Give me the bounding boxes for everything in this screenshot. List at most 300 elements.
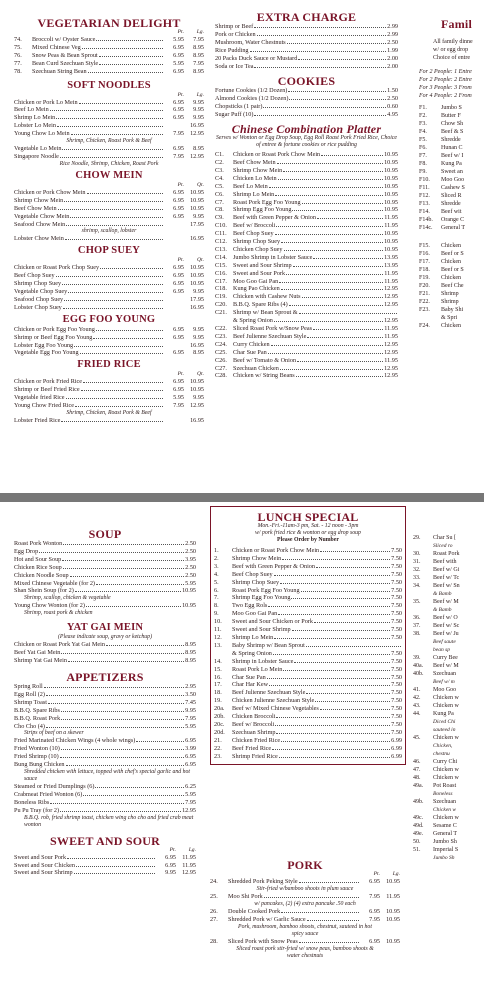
menu-item-row xyxy=(14,334,204,342)
item-name: Sweet and Sour Pork xyxy=(14,853,67,861)
item-price: 9.95 xyxy=(185,706,196,714)
menu-item-row xyxy=(14,649,196,657)
menu-item-row xyxy=(14,378,204,386)
menu-item-row xyxy=(14,130,204,138)
item-name: Lobster Fried Rice xyxy=(14,417,61,424)
right-item xyxy=(413,582,484,590)
dot-leader xyxy=(96,584,184,585)
item-name: Fried Marinated Chicken Wings (4 whole wings) xyxy=(14,737,136,745)
pt-label: Pt. xyxy=(177,91,184,98)
menu-item-row xyxy=(14,213,204,221)
menu-item-row xyxy=(215,341,398,349)
menu-item-row xyxy=(14,349,204,357)
page-divider xyxy=(0,493,484,502)
sweet-sour-list xyxy=(14,854,196,878)
item-price-small: 6.95 xyxy=(165,861,176,869)
item-price-large: 9.95 xyxy=(193,394,204,402)
dot-leader xyxy=(272,749,390,750)
item-name: Beef Chow Mein xyxy=(233,158,276,166)
menu-item-row xyxy=(14,60,204,68)
menu-item-row xyxy=(215,23,398,31)
item-number: 9. xyxy=(214,610,219,618)
item-price: 7.50 xyxy=(391,649,402,657)
item-note: Sliced roast pork stir-fried w/ snow peas, bamboo shoots & water chestnuts xyxy=(236,945,374,959)
dot-leader xyxy=(100,268,163,269)
item-number: F6. xyxy=(419,145,427,151)
family-list xyxy=(419,104,484,232)
dot-leader xyxy=(76,866,155,867)
item-name: Two Egg Rols xyxy=(232,602,268,610)
item-name: Shrimp Chop Suey xyxy=(14,280,62,288)
item-price: 6.99 xyxy=(391,736,402,744)
item-number: 49e. xyxy=(413,831,424,837)
item-price: 7.50 xyxy=(391,681,402,689)
soft-noodles-list xyxy=(14,99,204,139)
item-price: 8.95 xyxy=(185,641,196,649)
item-price: 6.25 xyxy=(185,783,196,791)
menu-item-row xyxy=(14,280,204,288)
dot-leader xyxy=(62,560,184,561)
menu-item-row xyxy=(215,111,398,119)
item-number: 74. xyxy=(14,36,22,43)
right-column xyxy=(413,534,484,862)
dot-leader xyxy=(313,258,383,259)
lg-label: Lg. xyxy=(196,29,204,35)
item-price: 7.50 xyxy=(391,697,402,705)
item-name: Beef w/ Sc xyxy=(433,623,460,629)
item-name: Beef w/ Ju xyxy=(433,631,459,637)
menu-item-row xyxy=(215,254,398,262)
item-number: F5. xyxy=(419,137,427,143)
dot-leader xyxy=(46,695,184,696)
item-name: Sweet and Sour Chicken or Pork xyxy=(232,618,313,626)
item-price: 10.95 xyxy=(384,198,398,206)
menu-item-row xyxy=(14,783,196,791)
family-item xyxy=(419,136,484,144)
family-item xyxy=(419,314,484,322)
item-number: F9. xyxy=(419,169,427,175)
right-item xyxy=(413,758,484,766)
section-title: CHOP SUEY xyxy=(77,245,141,257)
section-title: APPETIZERS xyxy=(66,669,144,684)
menu-item-row xyxy=(215,230,398,238)
pt-label: Pt. xyxy=(177,257,184,264)
menu-item-row xyxy=(214,697,402,705)
price-header xyxy=(14,29,204,36)
right-item xyxy=(413,614,484,622)
section-title: EXTRA CHARGE xyxy=(256,10,357,24)
item-name: Chicken w xyxy=(433,695,459,701)
extra-charge-list xyxy=(215,23,398,70)
family-price-line: For 2 People: 1 Entre xyxy=(419,69,472,75)
item-price-small: 7.95 xyxy=(173,130,184,138)
item-number: C22. xyxy=(215,325,227,332)
item-name: Chicken Chop Suey xyxy=(233,245,283,253)
item-name: B.B.Q. Spare Ribs (4) xyxy=(233,301,288,309)
dot-leader xyxy=(292,630,391,631)
item-name: Chicken or Roast Pork Yat Gai Mein xyxy=(14,641,105,649)
item-price-small: 6.95 xyxy=(173,106,184,114)
menu-item-row xyxy=(215,199,398,207)
menu-item-row xyxy=(14,854,196,862)
menu-item-row xyxy=(214,689,402,697)
menu-item-row xyxy=(14,386,204,394)
item-price-large: 17.95 xyxy=(190,220,204,228)
item-name: Shredde xyxy=(441,201,461,207)
item-name: Chicken w/ String Beans xyxy=(233,372,295,380)
menu-item-row xyxy=(210,893,400,901)
right-item xyxy=(413,654,484,662)
item-price-small: 9.95 xyxy=(165,869,176,877)
item-number: C11. xyxy=(215,230,227,238)
right-item xyxy=(413,598,484,606)
item-name: Roast Pork Egg Foo Young xyxy=(233,198,301,206)
section-title: EGG FOO YOUNG xyxy=(62,313,156,325)
item-price-small: 5.95 xyxy=(173,59,184,67)
item-price: 11.95 xyxy=(384,277,398,285)
price-header xyxy=(210,871,400,878)
menu-item-row xyxy=(14,737,196,745)
right-item xyxy=(413,822,484,830)
item-price: 7.50 xyxy=(391,554,402,562)
menu-item-row xyxy=(214,571,402,579)
item-name: Rice Pudding xyxy=(215,46,249,54)
dot-leader xyxy=(302,297,384,298)
item-name: Roast Pork Wonton xyxy=(14,540,63,547)
item-price-large: 7.95 xyxy=(193,36,204,43)
menu-item-row xyxy=(210,878,400,886)
item-name: Beef w/ Tomato & Onion xyxy=(233,356,297,364)
dot-leader xyxy=(284,250,384,251)
item-name: Sugar Puff (10) xyxy=(215,111,254,119)
menu-item-row xyxy=(14,540,196,548)
item-note: Shrimp, Chicken, Roast Pork & Beef xyxy=(66,410,152,416)
item-name: sauteed in xyxy=(433,727,456,733)
family-item xyxy=(419,306,484,314)
menu-item-row xyxy=(14,745,196,753)
right-item xyxy=(413,566,484,574)
dot-leader xyxy=(294,662,390,663)
item-name: Chicken w xyxy=(433,807,457,813)
item-name: Szechuan xyxy=(433,671,456,677)
dot-leader xyxy=(57,126,163,127)
dot-leader xyxy=(274,575,391,576)
item-price-large: 12.95 xyxy=(190,152,204,160)
pt-label: Pt. xyxy=(169,846,176,853)
family-description xyxy=(419,38,484,62)
item-price: 10.95 xyxy=(384,206,398,214)
item-number: 12. xyxy=(214,633,222,641)
lunch-special-box xyxy=(210,506,406,765)
item-number: 10. xyxy=(214,618,222,626)
item-price: 11.95 xyxy=(384,214,398,222)
menu-item-row xyxy=(14,342,204,350)
item-price: 12.95 xyxy=(384,301,398,309)
item-number: 25. xyxy=(210,892,218,900)
right-item xyxy=(413,854,484,862)
menu-item-row xyxy=(214,753,402,761)
menu-item-row xyxy=(14,715,196,723)
item-number: 27. xyxy=(210,915,218,923)
item-price: 5.95 xyxy=(185,790,196,798)
item-number: F11. xyxy=(419,185,430,191)
family-item xyxy=(419,290,484,298)
menu-item-row xyxy=(214,587,402,595)
item-price: 10.95 xyxy=(384,182,398,190)
item-price: 2.50 xyxy=(387,95,398,103)
section-title: SWEET AND SOUR xyxy=(50,833,160,848)
item-name: Kung Pa xyxy=(441,161,462,167)
item-price-small: 6.95 xyxy=(173,196,184,204)
dot-leader xyxy=(274,321,383,322)
item-name: Lobster Lo Mein xyxy=(14,122,56,130)
item-price-small: 5.95 xyxy=(173,394,184,402)
item-name: Imperial S xyxy=(433,847,459,853)
item-name: Chicken or Roast Pork Chow Mein xyxy=(232,547,320,554)
menu-item-row xyxy=(214,602,402,610)
menu-item-row xyxy=(215,325,398,333)
item-price: 7.50 xyxy=(391,618,402,626)
menu-item-row xyxy=(14,197,204,205)
item-name: Chicken or Pork Lo Mein xyxy=(14,98,78,106)
item-number: F7. xyxy=(419,153,427,159)
item-number: 49d. xyxy=(413,823,424,829)
item-number: 51. xyxy=(413,847,421,853)
right-item xyxy=(413,838,484,846)
item-price: 7.50 xyxy=(391,586,402,594)
menu-item-row xyxy=(215,238,398,246)
item-number: 1. xyxy=(214,547,219,554)
family-item xyxy=(419,298,484,306)
item-number: 49c. xyxy=(413,815,424,821)
middle-column xyxy=(215,0,398,380)
family-item xyxy=(419,168,484,176)
cookies-list xyxy=(215,87,398,119)
item-name: Sliced Roast Pork w/Snow Peas xyxy=(233,325,313,332)
item-price: 7.50 xyxy=(391,713,402,721)
item-name: Broccoli w/ Oyster Sauce xyxy=(32,36,96,43)
item-number: 34. xyxy=(413,583,421,589)
dot-leader xyxy=(95,787,184,788)
item-name: Sweet an xyxy=(441,169,463,175)
item-name: Roast Pork Egg Foo Young xyxy=(232,586,300,594)
menu-item-row xyxy=(215,214,398,222)
item-number: 50. xyxy=(413,839,421,845)
dot-leader xyxy=(64,201,163,202)
item-number: 16. xyxy=(214,673,222,681)
item-number: 19. xyxy=(214,697,222,705)
section-title: Famil xyxy=(441,17,472,31)
item-name: Roast Pork xyxy=(433,551,460,557)
family-item xyxy=(419,120,484,128)
item-name: B.B.Q. Roast Pork xyxy=(14,714,61,722)
item-name: Boneless Ribs xyxy=(14,798,50,806)
item-number: C6. xyxy=(215,190,224,198)
dot-leader xyxy=(277,163,383,164)
item-name: Steamed or Fried Dumplings (6) xyxy=(14,783,95,791)
item-price-small: 6.95 xyxy=(165,853,176,861)
item-name: Char Har Kew xyxy=(232,681,269,689)
item-number: 33. xyxy=(413,575,421,581)
dot-leader xyxy=(62,149,163,150)
family-item xyxy=(419,274,484,282)
menu-item-row xyxy=(14,572,196,580)
dot-leader xyxy=(58,209,163,210)
menu-item-row xyxy=(14,36,204,44)
dot-leader xyxy=(71,134,163,135)
item-note: Pork, mushroom, bamboo shoots, chestnut, sauteed in hot spicy sauce xyxy=(238,923,372,937)
dot-leader xyxy=(254,27,386,28)
item-number: 48. xyxy=(413,775,421,781)
item-price-large: 16.95 xyxy=(190,417,204,424)
dot-leader xyxy=(96,330,163,331)
item-name: B.B.Q. Spare Ribs xyxy=(14,706,60,714)
menu-item-row xyxy=(214,729,402,737)
family-item xyxy=(419,208,484,216)
dot-leader xyxy=(136,741,184,742)
dot-leader xyxy=(289,99,386,100)
dot-leader xyxy=(250,51,387,52)
item-name: Almond Cookies (1/2 Dozen) xyxy=(215,95,289,103)
right-item xyxy=(413,590,484,598)
item-name: Kung Pa xyxy=(433,711,454,717)
soup-list xyxy=(14,540,196,595)
price-header xyxy=(14,257,204,264)
item-price: 12.95 xyxy=(384,317,398,325)
menu-item-row xyxy=(14,264,204,272)
item-name: Shrimp w/ Bean Sprout & xyxy=(233,309,298,317)
dot-leader xyxy=(75,591,181,592)
item-number: 32. xyxy=(413,567,421,573)
item-number: C10. xyxy=(215,222,227,230)
menu-item-row xyxy=(215,293,398,301)
item-name: & Bamb xyxy=(433,591,452,597)
menu-item-row xyxy=(14,288,204,296)
dot-leader xyxy=(106,645,184,646)
dot-leader xyxy=(63,308,163,309)
item-price-large: 17.95 xyxy=(190,295,204,303)
item-price: 7.50 xyxy=(391,562,402,570)
price-header xyxy=(14,847,196,854)
dot-leader xyxy=(279,757,390,758)
item-name: & Spring Onion xyxy=(233,317,273,325)
item-price: 10.95 xyxy=(384,158,398,166)
dot-leader xyxy=(307,920,359,921)
right-item xyxy=(413,646,484,654)
menu-item-row xyxy=(215,262,398,270)
right-item xyxy=(413,718,484,726)
item-number: C12. xyxy=(215,238,227,246)
item-price-small: 6.95 xyxy=(173,114,184,122)
menu-item-row xyxy=(14,799,196,807)
item-name: bean sp xyxy=(433,647,450,653)
right-list xyxy=(413,534,484,862)
item-name: Chicken xyxy=(441,259,461,265)
right-item xyxy=(413,678,484,686)
soft-noodles-list xyxy=(14,145,204,161)
menu-item-row xyxy=(215,301,398,309)
menu-item-row xyxy=(215,285,398,293)
dot-leader xyxy=(280,583,390,584)
item-name: Shrimp Egg Foo Young xyxy=(233,206,292,214)
item-price-large: 7.95 xyxy=(193,59,204,67)
appetizer-list xyxy=(14,683,196,730)
dot-leader xyxy=(298,59,386,60)
dot-leader xyxy=(320,551,390,552)
family-item xyxy=(419,144,484,152)
menu-item-row xyxy=(214,547,402,555)
item-name: Chicken or Pork Chow Mein xyxy=(14,188,86,196)
item-name: 20 Packs Duck Sauce or Mustard xyxy=(215,54,298,62)
dot-leader xyxy=(289,305,383,306)
item-number: 13. xyxy=(214,641,222,649)
family-item xyxy=(419,184,484,192)
item-number: F14. xyxy=(419,209,430,215)
item-name: Sliced ro xyxy=(433,543,453,549)
item-name: Jumbo Sh xyxy=(433,839,457,845)
item-price-small: 6.95 xyxy=(173,204,184,212)
item-number: 49a. xyxy=(413,783,424,789)
menu-item-row xyxy=(14,122,204,130)
menu-item-row xyxy=(215,246,398,254)
chop-suey-list xyxy=(14,264,204,311)
menu-item-row xyxy=(14,153,204,161)
item-number: 14. xyxy=(214,657,222,665)
menu-item-row xyxy=(14,807,196,815)
item-number: F16. xyxy=(419,251,430,257)
item-price-large: 10.95 xyxy=(190,386,204,394)
dot-leader xyxy=(280,369,383,370)
dot-leader xyxy=(267,678,390,679)
item-number: 46. xyxy=(413,759,421,765)
item-number: C23. xyxy=(215,332,227,340)
dot-leader xyxy=(299,882,359,883)
item-name: Shan Shein Soup (for 2) xyxy=(14,587,74,595)
right-item xyxy=(413,670,484,678)
dot-leader xyxy=(87,193,164,194)
item-number: 78. xyxy=(14,67,22,75)
dot-leader xyxy=(299,313,397,314)
item-name: Moo Goo xyxy=(441,177,465,183)
item-name: Shrimp Chop Suey xyxy=(233,238,281,246)
dot-leader xyxy=(293,266,383,267)
family-line: All family dinne xyxy=(433,39,473,45)
right-item xyxy=(413,542,484,550)
item-number: F23. xyxy=(419,307,430,313)
menu-item-row xyxy=(215,167,398,175)
item-number: F15. xyxy=(419,243,430,249)
menu-item-row xyxy=(214,666,402,674)
item-name: Chicken or Pork Egg Foo Young xyxy=(14,325,95,333)
item-price: 8.95 xyxy=(185,657,196,665)
item-name: & Spri xyxy=(441,315,458,321)
menu-item-row xyxy=(215,39,398,47)
item-name: Curry Chicken xyxy=(233,340,270,348)
menu-item-row xyxy=(14,44,204,52)
dot-leader xyxy=(75,406,163,407)
dot-leader xyxy=(281,741,390,742)
right-item xyxy=(413,806,484,814)
item-price-small: 6.95 xyxy=(173,280,184,288)
dot-leader xyxy=(68,292,163,293)
item-name: Cho Cho (4) xyxy=(14,722,45,730)
right-item xyxy=(413,742,484,750)
menu-item-row xyxy=(214,594,402,602)
dot-leader xyxy=(273,654,390,655)
menu-item-row xyxy=(214,650,402,658)
item-name: Char Sue Pan xyxy=(232,673,266,681)
item-name: Beef Julienne Szechuan Style xyxy=(232,689,306,697)
